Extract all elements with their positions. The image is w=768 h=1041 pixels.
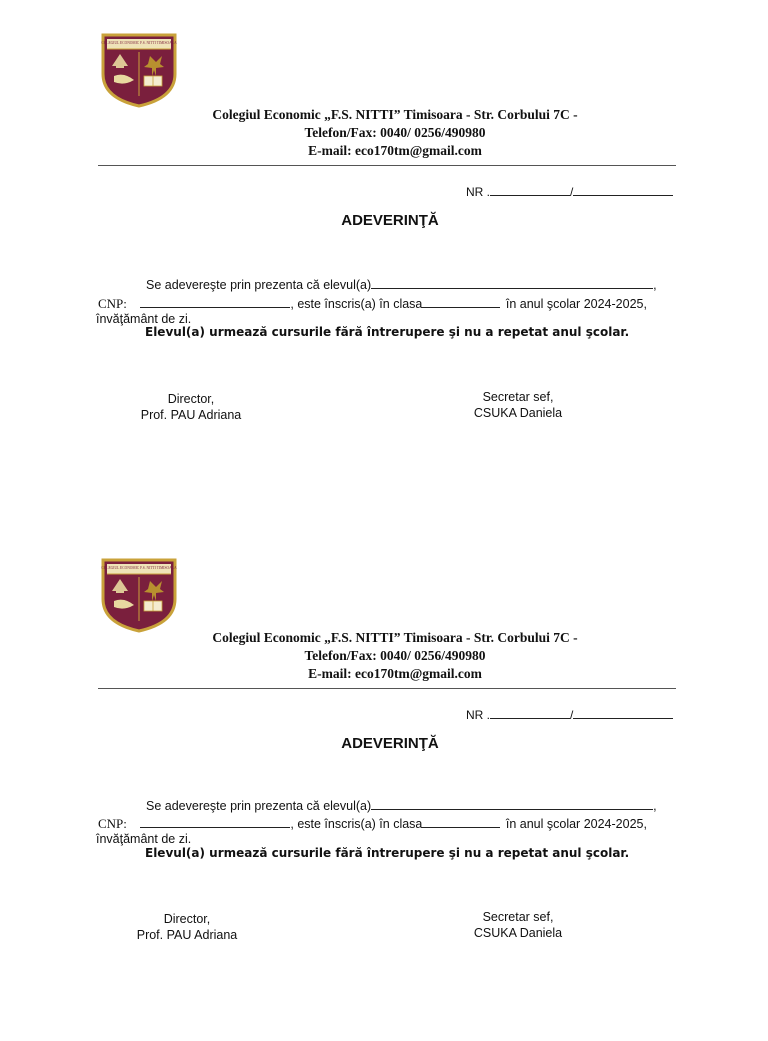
- class-blank: [422, 816, 500, 828]
- cnp-label: CNP:: [98, 816, 127, 831]
- attendance-statement: Elevul(a) urmează cursurile fără întrerupere şi nu a repetat anul şcolar.: [145, 325, 630, 339]
- study-form-text: învăţământ de zi.: [96, 832, 192, 846]
- director-signature-block: [126, 911, 248, 943]
- nr-label: NR .: [466, 185, 490, 199]
- registration-number-line: [466, 707, 673, 722]
- school-crest-logo: [100, 557, 178, 633]
- student-name-blank: [371, 798, 653, 810]
- certificate-copy-1: [0, 0, 768, 520]
- header-divider: [98, 165, 676, 166]
- director-role: Director,: [163, 912, 211, 926]
- nr-separator: /: [570, 185, 574, 199]
- cnp-blank: [140, 296, 290, 308]
- date-blank: [573, 184, 673, 196]
- school-name: Colegiul Economic „F.S. NITTI” Timisoara - Str. Corbului 7C -: [212, 630, 578, 645]
- certificate-copy-2: [0, 521, 768, 1041]
- secretary-role: Secretar sef,: [482, 910, 554, 924]
- school-header: [150, 629, 640, 683]
- registration-number-line: [466, 184, 673, 199]
- school-year-text: în anul şcolar 2024-2025,: [505, 297, 647, 311]
- secretary-name: CSUKA Daniela: [473, 926, 563, 940]
- nr-blank: [490, 707, 570, 719]
- nr-blank: [490, 184, 570, 196]
- intro-line: Se adevereşte prin prezenta că elevul(a) ,: [146, 799, 657, 813]
- cnp-blank: [140, 816, 290, 828]
- class-blank: [422, 296, 500, 308]
- cnp-label: CNP:: [98, 296, 127, 311]
- school-header: [150, 106, 640, 160]
- secretary-role: Secretar sef,: [482, 390, 554, 404]
- director-role: Director,: [167, 392, 215, 406]
- intro-line: Se adevereşte prin prezenta că elevul(a) ,: [146, 278, 657, 292]
- school-email: E-mail: eco170tm@gmail.com: [308, 143, 482, 158]
- director-name: Prof. PAU Adriana: [136, 928, 238, 942]
- school-email: E-mail: eco170tm@gmail.com: [308, 666, 482, 681]
- secretary-signature-block: [458, 909, 578, 941]
- cnp-line: [98, 296, 647, 312]
- svg-text:COLEGIUL ECONOMIC F.S. NITTI T: COLEGIUL ECONOMIC F.S. NITTI TIMISOARA: [101, 41, 177, 45]
- date-blank: [573, 707, 673, 719]
- school-crest-logo: [100, 32, 178, 108]
- nr-label: NR .: [466, 708, 490, 722]
- cnp-line: [98, 816, 647, 832]
- inscris-text: , este înscris(a) în clasa: [290, 297, 423, 311]
- secretary-signature-block: [458, 389, 578, 421]
- header-divider: [98, 688, 676, 689]
- nr-separator: /: [570, 708, 574, 722]
- svg-text:COLEGIUL ECONOMIC F.S. NITTI T: COLEGIUL ECONOMIC F.S. NITTI TIMISOARA: [101, 566, 177, 570]
- school-name: Colegiul Economic „F.S. NITTI” Timisoara - Str. Corbului 7C -: [212, 107, 578, 122]
- document-title: ADEVERINŢĂ: [341, 735, 439, 752]
- attendance-statement: Elevul(a) urmează cursurile fără întrerupere şi nu a repetat anul şcolar.: [145, 846, 630, 860]
- inscris-text: , este înscris(a) în clasa: [290, 817, 423, 831]
- director-signature-block: [130, 391, 252, 423]
- secretary-name: CSUKA Daniela: [473, 406, 563, 420]
- document-title: ADEVERINŢĂ: [341, 212, 439, 229]
- intro-text: Se adevereşte prin prezenta că elevul(a): [146, 278, 372, 292]
- study-form-text: învăţământ de zi.: [96, 312, 192, 326]
- school-phone: Telefon/Fax: 0040/ 0256/490980: [304, 648, 486, 663]
- intro-text: Se adevereşte prin prezenta că elevul(a): [146, 799, 372, 813]
- school-phone: Telefon/Fax: 0040/ 0256/490980: [304, 125, 486, 140]
- student-name-blank: [371, 277, 653, 289]
- director-name: Prof. PAU Adriana: [140, 408, 242, 422]
- school-year-text: în anul şcolar 2024-2025,: [505, 817, 647, 831]
